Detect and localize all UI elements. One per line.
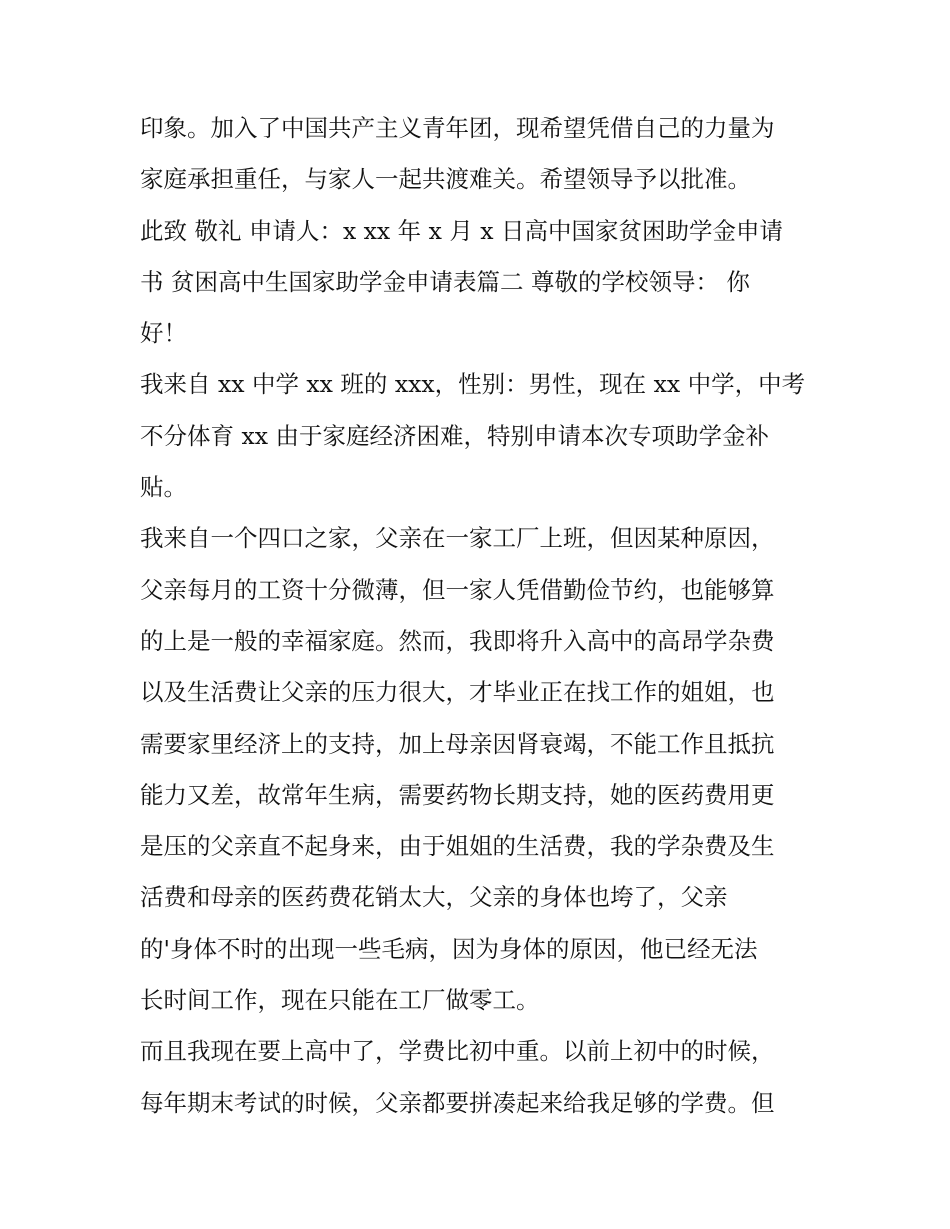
text-line: 贴。 [140,473,187,502]
text-line: 的上是一般的幸福家庭。然而，我即将升入高中的高昂学杂费 [140,626,775,655]
document-body [140,103,830,1129]
text-line: 以及生活费让父亲的压力很大，才毕业正在找工作的姐姐，也 [140,678,775,707]
text-line: 活费和母亲的医药费花销太大，父亲的身体也垮了，父亲 [140,883,728,912]
text-line: 每年期末考试的时候，父亲都要拼凑起来给我足够的学费。但 [140,1088,775,1117]
text-line: 家庭承担重任，与家人一起共渡难关。希望领导予以批准。 [140,165,751,194]
text-line: 父亲每月的工资十分微薄，但一家人凭借勤俭节约，也能够算 [140,575,775,604]
text-line: 是压的父亲直不起身来，由于姐姐的生活费，我的学杂费及生 [140,832,775,861]
text-line: 不分体育 xx 由于家庭经济困难，特别申请本次专项助学金补 [140,421,769,450]
text-line: 此致 敬礼 申请人：x xx 年 x 月 x 日高中国家贫困助学金申请 [140,216,784,245]
text-line: 的'身体不时的出现一些毛病，因为身体的原因，他已经无法 [140,934,758,963]
text-line: 书 贫困高中生国家助学金申请表篇二 尊敬的学校领导： 你 [140,267,750,296]
text-line: 长时间工作，现在只能在工厂做零工。 [140,986,540,1015]
text-line: 需要家里经济上的支持，加上母亲因肾衰竭，不能工作且抵抗 [140,729,775,758]
text-line: 而且我现在要上高中了，学费比初中重。以前上初中的时候， [140,1037,775,1066]
text-line: 印象。加入了中国共产主义青年团，现希望凭借自己的力量为 [140,114,775,142]
text-line: 我来自 xx 中学 xx 班的 xxx，性别：男性，现在 xx 中学，中考 [140,370,806,399]
text-line: 我来自一个四口之家，父亲在一家工厂上班，但因某种原因， [140,524,775,553]
text-line: 好！ [140,319,187,348]
text-line: 能力又差，故常年生病，需要药物长期支持，她的医药费用更 [140,780,775,809]
